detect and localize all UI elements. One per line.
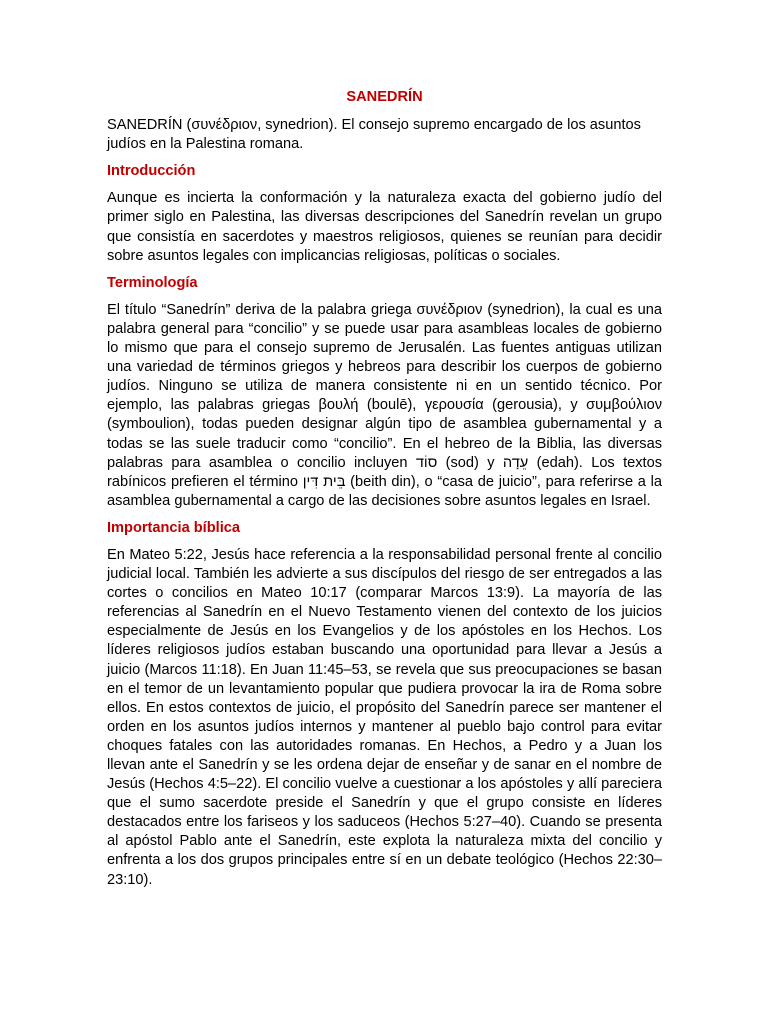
document-page	[107, 88, 662, 898]
section-body-terminologia: El título “Sanedrín” deriva de la palabra griega συνέδριον (synedrion), la cual es una palabra general para “concilio” y se puede usar para asambleas locales de gobierno lo mismo que para el consejo supremo de Jerusalén. Las fuentes antiguas utilizan una variedad de términos griegos y hebreos para describir los cuerpos de gobierno judíos. Ninguno se utiliza de manera consistente ni en un sentido técnico. Por ejemplo, las palabras griegas βουλή (boulē), γερουσία (gerousia), y συμβούλιον (symboulion), todas pueden designar algún tipo de asamblea gubernamental y a todas se las suele traducir como “concilio”. En el hebreo de la Biblia, las diversas palabras para asamblea o concilio incluyen סוֹד (sod) y עֵדָה (edah). Los textos rabínicos prefieren el término בֵּית דִּין (beith din), o “casa de juicio”, para referirse a la asamblea gubernamental a cargo de las decisiones sobre asuntos legales en Israel.	[107, 301, 663, 509]
section-body-introduccion: Aunque es incierta la conformación y la naturaleza exacta del gobierno judío del primer siglo en Palestina, las diversas descripciones del Sanedrín revelan un grupo que consistía en sacerdotes y maestros religiosos, quienes se reunían para decidir sobre asuntos legales con implicancias religiosas, políticas o sociales.	[107, 190, 662, 264]
document-title: SANEDRÍN	[346, 89, 423, 105]
section-heading-terminologia: Terminología	[107, 274, 198, 291]
section-heading-introduccion: Introducción	[107, 163, 196, 180]
section-body-importancia-biblica: En Mateo 5:22, Jesús hace referencia a la responsabilidad personal frente al concilio judicial local. También les advierte a sus discípulos del riesgo de ser entregados a las cortes o concilios en Mateo 10:17 (comparar Marcos 13:9). La mayoría de las referencias al Sanedrín en el Nuevo Testamento vienen del contexto de los juicios especialmente de Jesús en los Evangelios y de los apóstoles en los Hechos. Los líderes religiosos judíos estaban buscando una oportunidad para llevar a Jesús a juicio (Marcos 11:18). En Juan 11:45–53, se revela que sus preocupaciones se basan en el temor de un levantamiento popular que pudiera provocar la ira de Roma sobre ellos. En estos contextos de juicio, el propósito del Sanedrín parece ser mantener el orden en los asuntos judíos internos y mantener al pueblo bajo control para evitar choques fatales con las autoridades romanas. En Hechos, a Pedro y a Juan los llevan ante el Sanedrín y se les ordena dejar de enseñar y de sanar en el nombre de Jesús (Hechos 4:5–22). El concilio vuelve a cuestionar a los apóstoles y allí pareciera que el sumo sacerdote preside el Sanedrín y que el grupo consiste en líderes destacados entre los fariseos y los saduceos (Hechos 5:27–40). Cuando se presenta al apóstol Pablo ante el Sanedrín, este explota la naturaleza mixta del concilio y enfrenta a los dos grupos principales entre sí en un debate teológico (Hechos 22:30–23:10).	[107, 546, 662, 888]
intro-paragraph: SANEDRÍN (συνέδριον, synedrion). El consejo supremo encargado de los asuntos judíos en la Palestina romana.	[107, 117, 641, 153]
section-heading-importancia-biblica: Importancia bíblica	[107, 519, 240, 536]
